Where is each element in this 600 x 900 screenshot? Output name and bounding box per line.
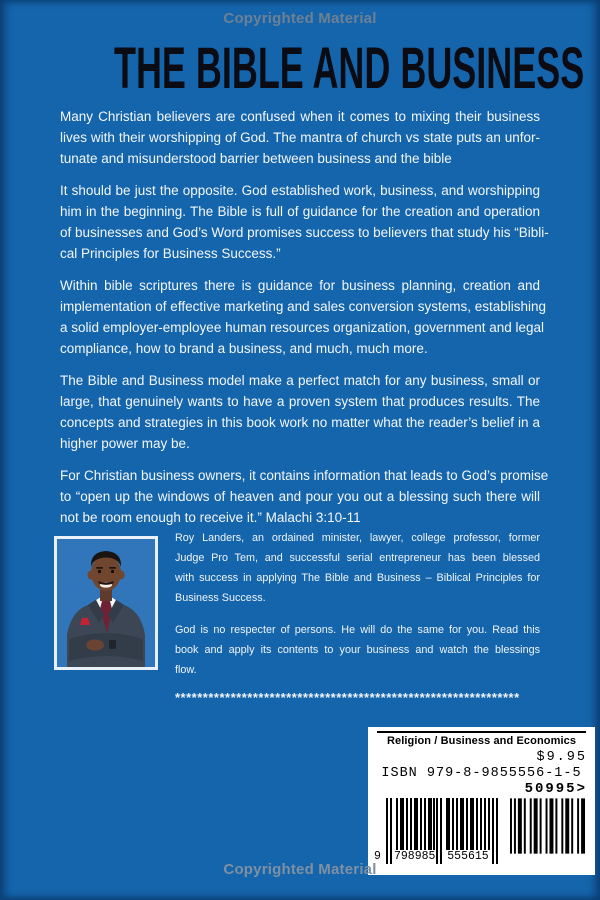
asterisk-divider: ************************************************************** (175, 690, 520, 705)
text-line: higher power may be. (60, 436, 190, 451)
isbn-label: ISBN 979-8-9855556-1-5 (381, 766, 582, 781)
text-line: book and apply its contents to your business and watch the blessings (175, 644, 540, 656)
copyrighted-material-top: Copyrighted Material (223, 10, 377, 27)
book-title: THE BIBLE AND BUSINESS (114, 36, 585, 101)
text-line: not be room enough to receive it.” Malachi 3:10-11 (60, 510, 361, 525)
text-line: tunate and misunderstood barrier between business and the bible (60, 151, 452, 166)
text-line: flow. (175, 664, 197, 676)
text-line: God is no respecter of persons. He will do the same for you. Read this (175, 624, 540, 636)
paragraph-4 (60, 370, 540, 454)
text-line: with success in applying The Bible and Business – Biblical Principles for (175, 572, 540, 584)
author-bio (175, 528, 540, 708)
paragraph-3 (60, 275, 546, 359)
text-line: Business Success. (175, 592, 266, 604)
bio-paragraph-1 (175, 528, 540, 608)
paragraph-5 (60, 465, 549, 528)
text-line: large, that genuinely wants to have a proven system that produces results. The (60, 394, 540, 409)
text-line: him in the beginning. The Bible is full of guidance for the creation and operation (60, 204, 540, 219)
price-label: $9.95 (536, 750, 587, 765)
text-line: For Christian business owners, it contains information that leads to God’s promise (60, 468, 549, 483)
text-line: of businesses and God’s Word promises success to believers that study his “Bibli- (60, 225, 549, 240)
divider-line (377, 731, 586, 733)
paragraph-1 (60, 106, 540, 169)
barcode-bars-row (376, 798, 587, 868)
text-line: Judge Pro Tem, and successful serial entrepreneur has been blessed (175, 552, 540, 564)
text-line: a solid employer-employee human resources organization, government and legal (60, 320, 545, 335)
ean-digit-group-1: 798985 (394, 850, 436, 863)
text-line: Many Christian believers are confused when it comes to mixing their business (60, 109, 540, 124)
text-line: implementation of effective marketing and sales conversion systems, establishing (60, 299, 546, 314)
author-section (54, 528, 540, 708)
text-line: compliance, how to brand a business, and much, much more. (60, 341, 428, 356)
ean-digit-group-2: 555615 (447, 850, 489, 863)
text-line: lives with their worshipping of God. The mantra of church vs state puts an unfor- (60, 130, 540, 145)
ean-digit-lead: 9 (374, 850, 381, 863)
barcode-panel (368, 727, 595, 875)
text-line: The Bible and Business model make a perfect match for any business, small or (60, 373, 540, 388)
category-label: Religion / Business and Economics (386, 735, 577, 747)
supplement-barcode (510, 798, 587, 854)
text-line: Within bible scriptures there is guidance for business planning, creation and (60, 278, 540, 293)
text-line: to “open up the windows of heaven and pour you out a blessing such there will (60, 489, 540, 504)
paragraph-2 (60, 180, 549, 264)
back-cover-copy (60, 106, 549, 539)
text-line: It should be just the opposite. God established work, business, and worshipping (60, 183, 540, 198)
bio-paragraph-2 (175, 620, 540, 680)
author-portrait-illustration (57, 539, 155, 667)
author-photo (54, 536, 158, 670)
text-line: concepts and strategies in this book work no matter what the reader’s belief in a (60, 415, 540, 430)
copyrighted-material-bottom: Copyrighted Material (223, 861, 377, 878)
price-supplement-code: 50995> (524, 781, 587, 797)
text-line: cal Principles for Business Success.” (60, 246, 281, 261)
text-line: Roy Landers, an ordained minister, lawyer, college professor, former (175, 532, 540, 544)
ean13-barcode (376, 798, 500, 868)
